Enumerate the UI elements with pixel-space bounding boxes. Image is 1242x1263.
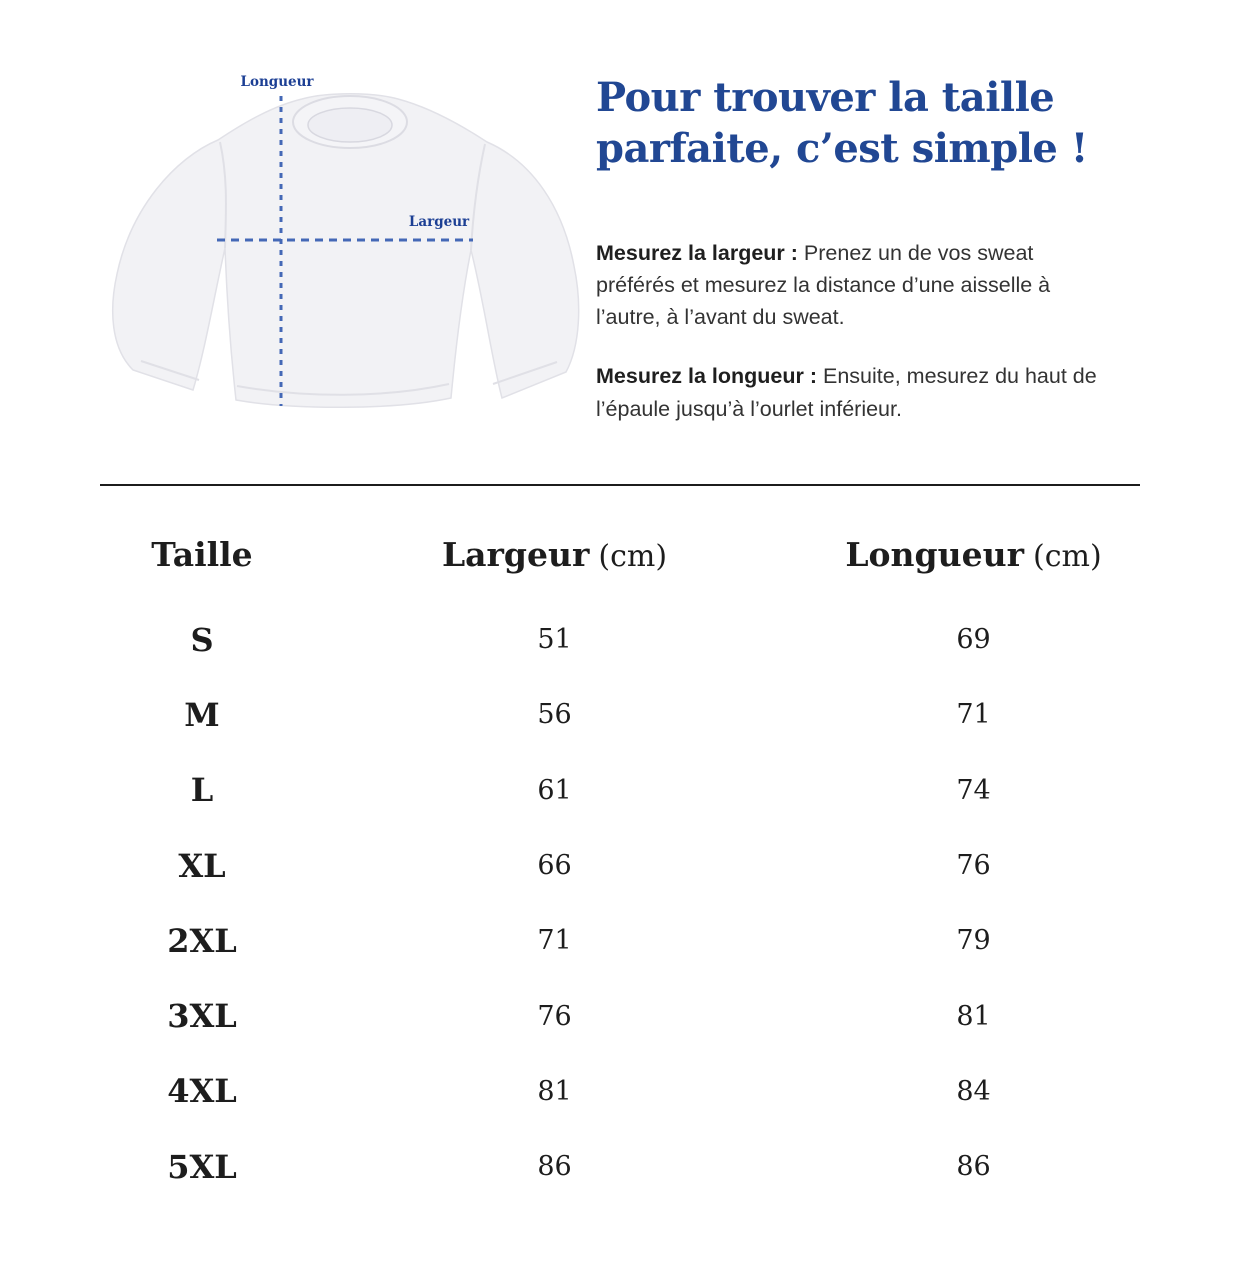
largeur-cell: 51 [537,624,572,656]
column-header-longueur: Longueur (cm) [845,534,1102,574]
largeur-line-label: Largeur [408,214,470,230]
size-table-body [97,588,1145,1204]
column-header-taille: Taille [151,534,253,574]
collar-inner [308,108,392,142]
measure-length-lead: Mesurez la longueur : [596,364,818,389]
largeur-cell: 71 [537,925,572,957]
size-cell: XL [178,846,226,885]
measure-width-paragraph [596,237,1108,333]
table-row [97,602,1145,677]
largeur-cell: 76 [537,1000,572,1032]
longueur-cell: 69 [956,624,991,656]
measure-length-paragraph [596,360,1108,424]
size-table [97,520,1145,1204]
hero-copy [596,72,1108,425]
section-divider [100,484,1140,486]
measure-width-lead: Mesurez la largeur : [596,241,798,266]
longueur-cell: 74 [956,774,991,806]
longueur-cell: 86 [956,1151,991,1183]
longueur-line-label: Longueur [240,74,314,90]
column-header-largeur: Largeur (cm) [441,534,668,574]
size-cell: 5XL [167,1147,237,1186]
table-row [97,753,1145,828]
largeur-cell: 81 [537,1075,572,1107]
size-cell: S [190,620,214,659]
measure-length-text: Ensuite, mesurez du haut de l’épaule jusqu’à l’ourlet inférieur. [596,364,1097,421]
size-cell: M [184,695,220,734]
table-row [97,903,1145,978]
sweatshirt-svg [95,50,585,440]
size-cell: L [190,771,214,810]
page-title: Pour trouver la taille parfaite, c’est simple ! [596,74,1088,173]
size-cell: 4XL [167,1072,237,1111]
longueur-cell: 79 [956,925,991,957]
table-row [97,1129,1145,1204]
table-row [97,1054,1145,1129]
measure-width-text: Prenez un de vos sweat préférés et mesurez la distance d’une aisselle à l’autre, à l’avant du sweat. [596,241,1051,330]
largeur-cell: 61 [537,774,572,806]
table-row [97,677,1145,752]
longueur-unit: (cm) [1032,538,1102,574]
longueur-cell: 84 [956,1075,991,1107]
largeur-unit: (cm) [598,538,668,574]
largeur-cell: 66 [537,850,572,882]
size-cell: 2XL [167,921,237,960]
largeur-cell: 56 [537,699,572,731]
largeur-cell: 86 [537,1151,572,1183]
size-cell: 3XL [167,997,237,1036]
table-row [97,828,1145,903]
size-table-header [97,520,1145,588]
table-row [97,978,1145,1053]
longueur-cell: 81 [956,1000,991,1032]
sweatshirt-illustration [95,50,585,440]
longueur-cell: 71 [956,699,991,731]
longueur-cell: 76 [956,850,991,882]
